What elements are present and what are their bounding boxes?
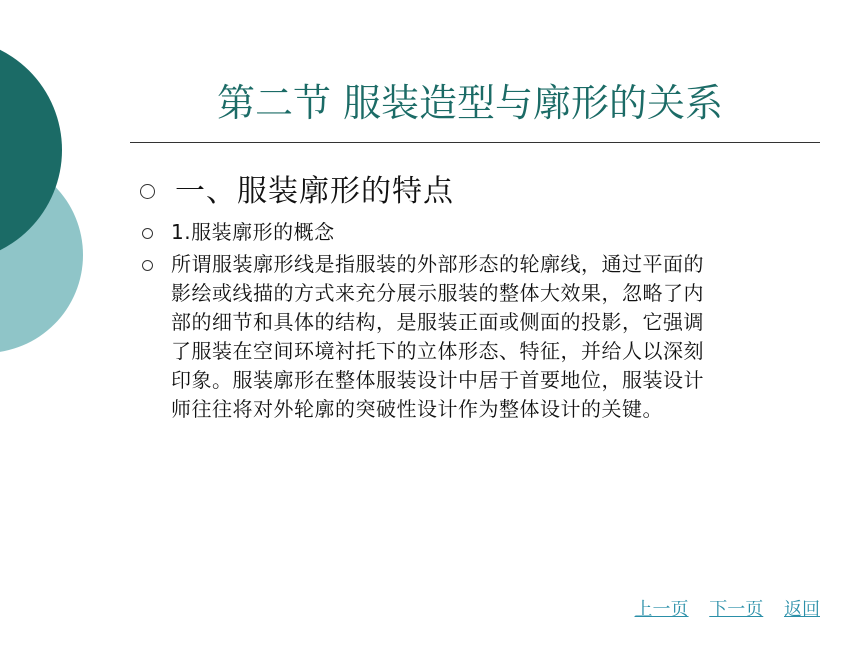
hollow-circle-bullet-icon bbox=[142, 260, 153, 271]
bullet-item-heading bbox=[130, 172, 810, 212]
bullet-paragraph-text: 所谓服装廓形线是指服装的外部形态的轮廓线，通过平面的 影绘或线描的方式来充分展示服装的整体大效果，忽略了内 部的细节和具体的结构，是服装正面或侧面的投影，它强调 了服装在空间环境衬托下的立体形态、特征，并给人以深刻 印象。服装廓形在整体服装设计中居于首要地位，服装设计 师往往将对外轮廓的突破性设计作为整体设计的关键。 bbox=[171, 252, 704, 421]
back-link[interactable]: 返回 bbox=[784, 599, 820, 620]
bullet-item-paragraph bbox=[130, 250, 810, 424]
decorative-circles bbox=[0, 0, 120, 645]
slide-title: 第二节 服装造型与廓形的关系 bbox=[216, 81, 724, 125]
hollow-circle-bullet-icon bbox=[140, 184, 155, 199]
bullet-item-subheading bbox=[130, 218, 810, 247]
slide-content bbox=[130, 172, 810, 427]
slide-navigation bbox=[620, 598, 820, 622]
bullet-subheading-text: 1.服装廓形的概念 bbox=[171, 220, 335, 244]
prev-page-link[interactable]: 上一页 bbox=[634, 599, 689, 620]
title-divider bbox=[130, 142, 820, 143]
bullet-heading-text: 一、服装廓形的特点 bbox=[175, 174, 454, 209]
hollow-circle-bullet-icon bbox=[142, 228, 153, 239]
next-page-link[interactable]: 下一页 bbox=[709, 599, 764, 620]
